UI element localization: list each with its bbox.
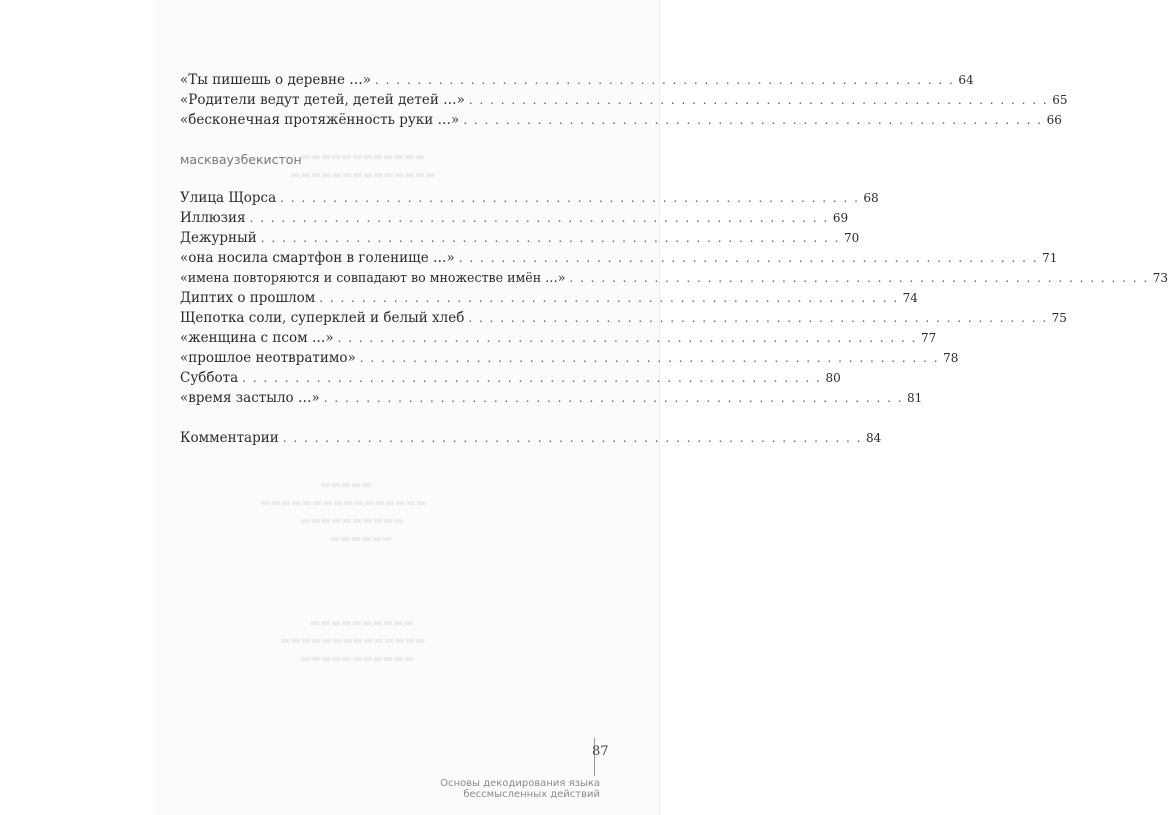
toc-entry	[180, 112, 1062, 132]
show-through-text: ▬▬▬▬▬▬▬▬▬▬▬▬▬▬	[280, 634, 426, 647]
toc-entry-page: 77	[920, 331, 937, 345]
toc-entry-title: «Родители ведут детей, детей детей …»	[180, 92, 465, 108]
show-through-text: ▬▬▬▬▬▬	[330, 532, 393, 545]
toc-entry	[180, 370, 841, 390]
show-through-text: ▬▬▬▬▬▬▬▬▬▬▬▬▬▬▬▬	[260, 496, 427, 509]
toc-leader-dots: . . . . . . . . . . . . . . . . . . . . . . . . . . . . . . . . . . . . . . . . . . . . . . . . . . . . . . .	[375, 73, 955, 87]
toc-entry-page: 84	[866, 431, 882, 445]
toc-leader-dots: . . . . . . . . . . . . . . . . . . . . . . . . . . . . . . . . . . . . . . . . . . . . . . . . . . . . . . .	[458, 251, 1039, 265]
toc-entry-title: Иллюзия	[180, 210, 246, 226]
toc-leader-dots: . . . . . . . . . . . . . . . . . . . . . . . . . . . . . . . . . . . . . . . . . . . . . . . . . . . . . . .	[282, 431, 862, 445]
toc-entry	[180, 330, 937, 350]
toc-entry	[180, 230, 860, 250]
toc-entry	[180, 430, 882, 450]
toc-entry-title: Диптих о прошлом	[180, 290, 316, 306]
toc-entry-page: 66	[1046, 113, 1062, 127]
toc-entry-page: 73	[1152, 271, 1168, 285]
toc-entry-page: 65	[1052, 93, 1068, 107]
toc-entry-page: 78	[943, 351, 959, 365]
toc-entry-page: 71	[1042, 251, 1058, 265]
running-footer: Основы декодирования языка бессмысленных действий	[440, 778, 600, 800]
toc-entry	[180, 92, 1068, 112]
toc-entry-title: «время застыло …»	[180, 390, 320, 406]
toc-entry	[180, 72, 974, 92]
toc-leader-dots: . . . . . . . . . . . . . . . . . . . . . . . . . . . . . . . . . . . . . . . . . . . . . . . . . . . . . . .	[569, 271, 1149, 285]
toc-entry-page: 69	[832, 211, 849, 225]
toc-leader-dots: . . . . . . . . . . . . . . . . . . . . . . . . . . . . . . . . . . . . . . . . . . . . . . . . . . . . . . .	[468, 311, 1048, 325]
toc-entry-title: Щепотка соли, суперклей и белый хлеб	[180, 310, 465, 326]
toc-leader-dots: . . . . . . . . . . . . . . . . . . . . . . . . . . . . . . . . . . . . . . . . . . . . . . . . . . . . . . .	[280, 191, 860, 205]
toc-entry	[180, 390, 923, 410]
toc-entry	[180, 310, 1067, 330]
toc-leader-dots: . . . . . . . . . . . . . . . . . . . . . . . . . . . . . . . . . . . . . . . . . . . . . . . . . . . . . . .	[463, 113, 1043, 127]
toc-entry-title: «женщина с псом …»	[180, 330, 334, 346]
section-heading: масквaузбекистон	[180, 152, 302, 167]
toc-entry-title: «она носила смартфон в голенище …»	[180, 250, 455, 266]
toc-entry-page: 75	[1051, 311, 1067, 325]
toc-entry-page: 74	[902, 291, 918, 305]
toc-entry-title: Дежурный	[180, 230, 257, 246]
toc-entry-page: 68	[863, 191, 879, 205]
toc-entry	[180, 270, 1168, 290]
toc-entry-page: 80	[825, 371, 841, 385]
toc-entry	[180, 250, 1058, 270]
toc-entry-title: «Ты пишешь о деревне …»	[180, 72, 372, 88]
toc-entry-title: «прошлое неотвратимо»	[180, 350, 356, 366]
show-through-text: ▬▬▬▬▬	[320, 478, 372, 491]
toc-leader-dots: . . . . . . . . . . . . . . . . . . . . . . . . . . . . . . . . . . . . . . . . . . . . . . . . . . . . . . .	[359, 351, 940, 365]
show-through-text: ▬▬▬▬▬▬▬▬▬▬▬▬▬▬	[290, 168, 436, 181]
toc-entry-page: 64	[958, 73, 974, 87]
page-number: 87	[592, 744, 609, 759]
show-through-text: ▬▬▬▬▬▬▬▬▬▬▬	[300, 652, 415, 665]
show-through-text: ▬▬▬▬▬▬▬▬▬▬	[300, 514, 404, 527]
toc-entry-title: «имена повторяются и совпадают во множестве имён …»	[180, 270, 566, 285]
show-through-text: ▬▬▬▬▬▬▬▬▬▬▬▬	[300, 150, 425, 163]
show-through-text: ▬▬▬▬▬▬▬▬▬▬	[310, 616, 414, 629]
toc-entry	[180, 190, 879, 210]
toc-entry-title: Суббота	[180, 370, 239, 386]
toc-leader-dots: . . . . . . . . . . . . . . . . . . . . . . . . . . . . . . . . . . . . . . . . . . . . . . . . . . . . . . .	[323, 391, 904, 405]
toc-leader-dots: . . . . . . . . . . . . . . . . . . . . . . . . . . . . . . . . . . . . . . . . . . . . . . . . . . . . . . .	[242, 371, 822, 385]
toc-entry-title: Комментарии	[180, 430, 279, 446]
toc-entry	[180, 290, 918, 310]
toc-leader-dots: . . . . . . . . . . . . . . . . . . . . . . . . . . . . . . . . . . . . . . . . . . . . . . . . . . . . . . .	[337, 331, 917, 345]
toc-entry	[180, 350, 959, 370]
toc-entry-title: «бесконечная протяжённость руки …»	[180, 112, 460, 128]
toc-leader-dots: . . . . . . . . . . . . . . . . . . . . . . . . . . . . . . . . . . . . . . . . . . . . . . . . . . . . . . .	[468, 93, 1049, 107]
toc-leader-dots: . . . . . . . . . . . . . . . . . . . . . . . . . . . . . . . . . . . . . . . . . . . . . . . . . . . . . . .	[260, 231, 840, 245]
toc-entry-title: Улица Щорса	[180, 190, 277, 206]
toc-leader-dots: . . . . . . . . . . . . . . . . . . . . . . . . . . . . . . . . . . . . . . . . . . . . . . . . . . . . . . .	[319, 291, 899, 305]
toc-entry-page: 81	[907, 391, 923, 405]
toc-entry-page: 70	[844, 231, 860, 245]
toc-entry	[180, 210, 849, 230]
toc-leader-dots: . . . . . . . . . . . . . . . . . . . . . . . . . . . . . . . . . . . . . . . . . . . . . . . . . . . . . . .	[249, 211, 829, 225]
